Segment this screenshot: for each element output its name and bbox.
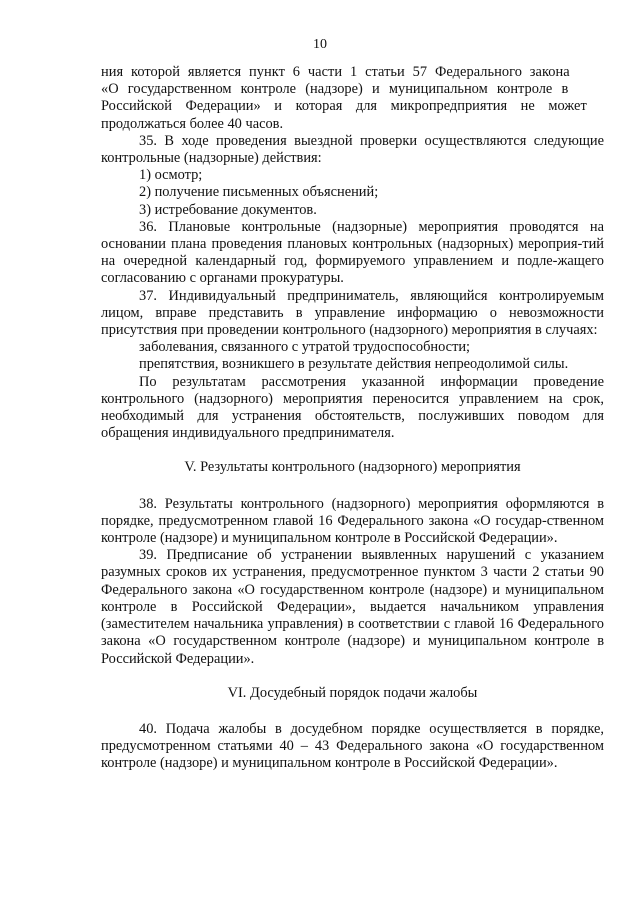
list-item: 1) осмотр;	[139, 167, 203, 184]
continuation-line-1: ния которой является пункт 6 части 1 статьи 57 Федерального закона	[101, 64, 570, 80]
continuation-paragraph	[101, 64, 604, 133]
continuation-line-3: Российской Федерации» и которая для микропредприятия не может	[101, 98, 587, 115]
continuation-line-4: продолжаться более 40 часов.	[101, 115, 284, 132]
case-item: препятствия, возникшего в результате действия непреодолимой силы.	[139, 356, 569, 373]
paragraph-40: 40. Подача жалобы в досудебном порядке осуществляется в порядке, предусмотренном статьями 40 – 43 Федерального закона «О государственном контроле (надзоре) и муниципальном контроле в Российской Федерации».	[101, 720, 604, 772]
paragraph-36: 36. Плановые контрольные (надзорные) мероприятия проводятся на основании плана проведения плановых контрольных (надзорных) мероприя-тий на очередной календарный год, формируемого управлением и подле-жащего согласованию с органами прокуратуры.	[101, 218, 604, 287]
paragraph-39: 39. Предписание об устранении выявленных нарушений с указанием разумных сроков их устранения, предусмотренное пунктом 3 части 2 статьи 90 Федерального закона «О государственном контроле (надзоре) и муниципальном контроле в Российской Федерации», выдается начальником управления (заместителем начальника управления) в соответствии с главой 16 Федерального закона «О государственном контроле (надзоре) и муниципальном контроле в Российской Федерации».	[101, 547, 604, 667]
section-heading-vi: VI. Досудебный порядок подачи жалобы	[227, 684, 478, 701]
page-number: 10	[313, 37, 327, 52]
list-item: 2) получение письменных объяснений;	[139, 184, 379, 201]
paragraph-37-followup: По результатам рассмотрения указанной информации проведение контрольного (надзорного) мероприятия переносится управлением на срок, необходимый для устранения обстоятельств, послуживших поводом для обращения индивидуального предпринимателя.	[101, 373, 604, 442]
section-heading-v: V. Результаты контрольного (надзорного) мероприятия	[184, 459, 521, 476]
paragraph-37: 37. Индивидуальный предприниматель, являющийся контролируемым лицом, вправе представить в управление информацию о невозможности присутствия при проведении контрольного (надзорного) мероприятия в случаях:	[101, 287, 604, 339]
paragraph-38: 38. Результаты контрольного (надзорного) мероприятия оформляются в порядке, предусмотренном главой 16 Федерального закона «О государ-ственном контроле (надзоре) и муниципальном контроле в Российской Федерации».	[101, 495, 604, 547]
page-content	[101, 64, 604, 773]
continuation-line-2: «О государственном контроле (надзоре) и муниципальном контроле в	[101, 81, 569, 98]
list-item: 3) истребование документов.	[139, 201, 317, 218]
case-item: заболевания, связанного с утратой трудоспособности;	[139, 339, 471, 356]
paragraph-35: 35. В ходе проведения выездной проверки осуществляются следующие контрольные (надзорные) действия:	[101, 132, 604, 167]
